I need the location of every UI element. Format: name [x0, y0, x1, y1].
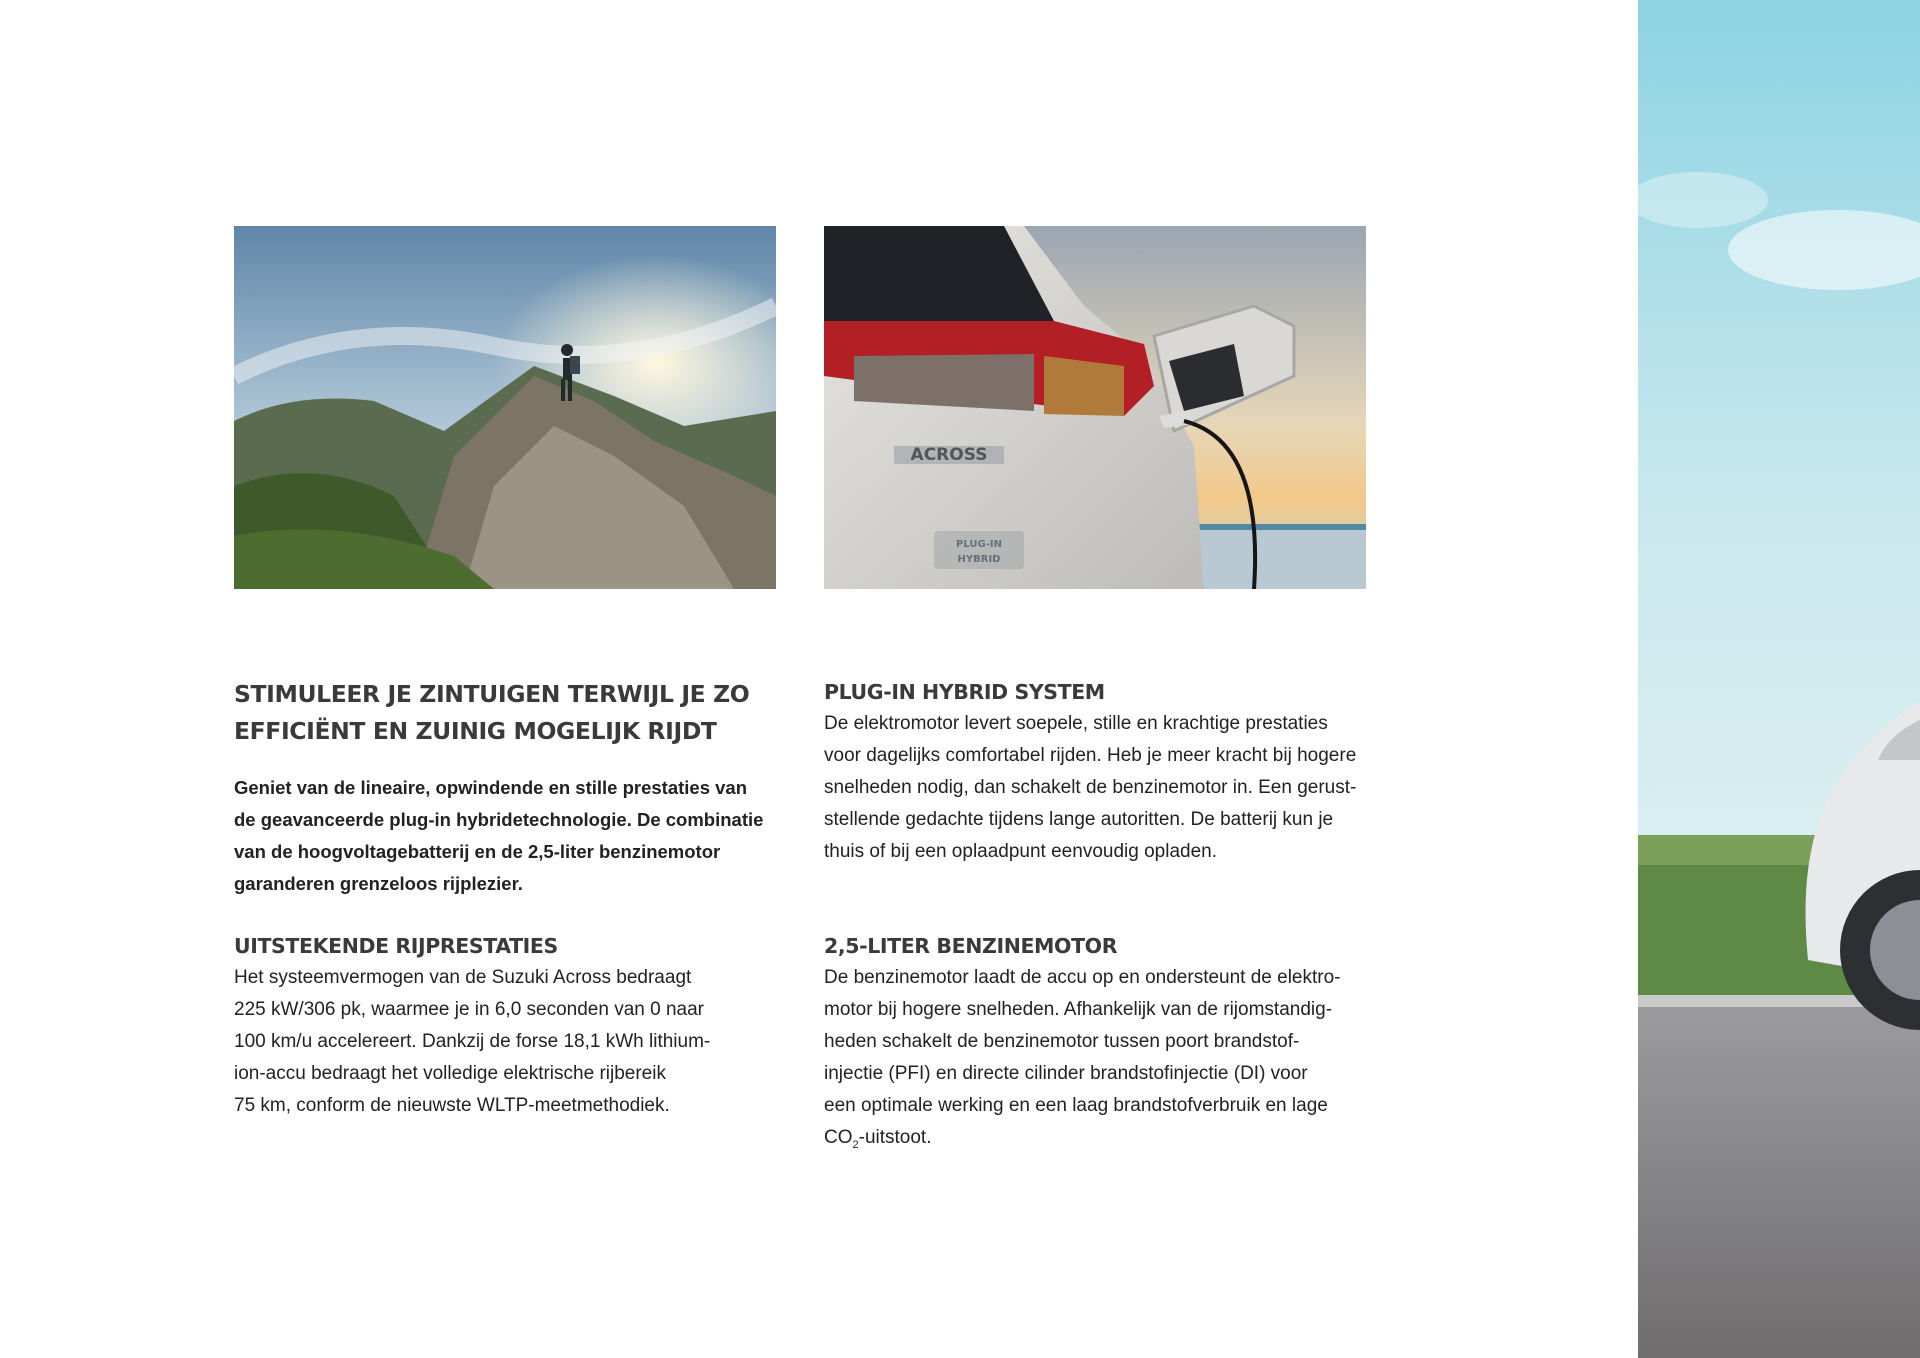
section-title: PLUG-IN HYBRID SYSTEM	[824, 680, 1105, 704]
main-heading	[234, 676, 794, 750]
co2-prefix: CO	[824, 1127, 853, 1148]
body-line: 75 km, conform de nieuwste WLTP-meetmethodiek.	[234, 1095, 670, 1116]
charging-photo	[824, 226, 1366, 589]
across-badge: ACROSS	[910, 445, 988, 465]
body-line: Het systeemvermogen van de Suzuki Across bedraagt	[234, 967, 692, 988]
charging-illustration	[824, 226, 1366, 589]
body-line: ion-accu bedraagt het volledige elektrische rijbereik	[234, 1063, 666, 1084]
intro-line: garanderen grenzeloos rijplezier.	[234, 873, 523, 894]
body-line: De benzinemotor laadt de accu op en ondersteunt de elektro-	[824, 967, 1341, 988]
section-title: UITSTEKENDE RIJPRESTATIES	[234, 934, 558, 958]
body-line: snelheden nodig, dan schakelt de benzinemotor in. Een gerust-	[824, 777, 1357, 798]
section-rijprestaties	[234, 930, 794, 1122]
body-line: 100 km/u accelereert. Dankzij de forse 18,1 kWh lithium-	[234, 1031, 711, 1052]
body-line: voor dagelijks comfortabel rijden. Heb je meer kracht bij hogere	[824, 745, 1357, 766]
co2-suffix: -uitstoot.	[858, 1127, 932, 1148]
body-line: heden schakelt de benzinemotor tussen poort brandstof-	[824, 1031, 1300, 1052]
intro-line: van de hoogvoltagebatterij en de 2,5-liter benzinemotor	[234, 841, 721, 862]
car-illustration	[1638, 0, 1920, 1358]
plugin-badge-line1: PLUG-IN	[956, 539, 1002, 550]
section-plugin-hybrid	[824, 676, 1394, 868]
intro-line: Geniet van de lineaire, opwindende en stille prestaties van	[234, 777, 748, 798]
main-heading-line: STIMULEER JE ZINTUIGEN TERWIJL JE ZO	[234, 680, 750, 708]
hiker-illustration	[234, 226, 776, 589]
body-line: De elektromotor levert soepele, stille en krachtige prestaties	[824, 713, 1328, 734]
section-body	[824, 708, 1394, 868]
co2-subscript: 2	[852, 1138, 859, 1151]
body-line-co2	[824, 1122, 1394, 1161]
intro-line: de geavanceerde plug-in hybridetechnologie. De combinatie	[234, 809, 764, 830]
body-line: motor bij hogere snelheden. Afhankelijk van de rijomstandig-	[824, 999, 1333, 1020]
body-line: stellende gedachte tijdens lange autoritten. De batterij kun je	[824, 809, 1334, 830]
hiker-photo	[234, 226, 776, 589]
body-line: een optimale werking en een laag brandstofverbruik en lage	[824, 1095, 1328, 1116]
intro-paragraph	[234, 772, 774, 900]
body-line: thuis of bij een oplaadpunt eenvoudig opladen.	[824, 841, 1217, 862]
car-photo	[1638, 0, 1920, 1358]
section-title: 2,5-LITER BENZINEMOTOR	[824, 934, 1118, 958]
body-line: 225 kW/306 pk, waarmee je in 6,0 seconden van 0 naar	[234, 999, 705, 1020]
section-body	[824, 962, 1394, 1161]
section-benzinemotor	[824, 930, 1394, 1161]
plugin-badge-line2: HYBRID	[957, 554, 1001, 565]
main-heading-line: EFFICIËNT EN ZUINIG MOGELIJK RIJDT	[234, 717, 717, 745]
section-body	[234, 962, 794, 1122]
body-line: injectie (PFI) en directe cilinder brandstofinjectie (DI) voor	[824, 1063, 1308, 1084]
